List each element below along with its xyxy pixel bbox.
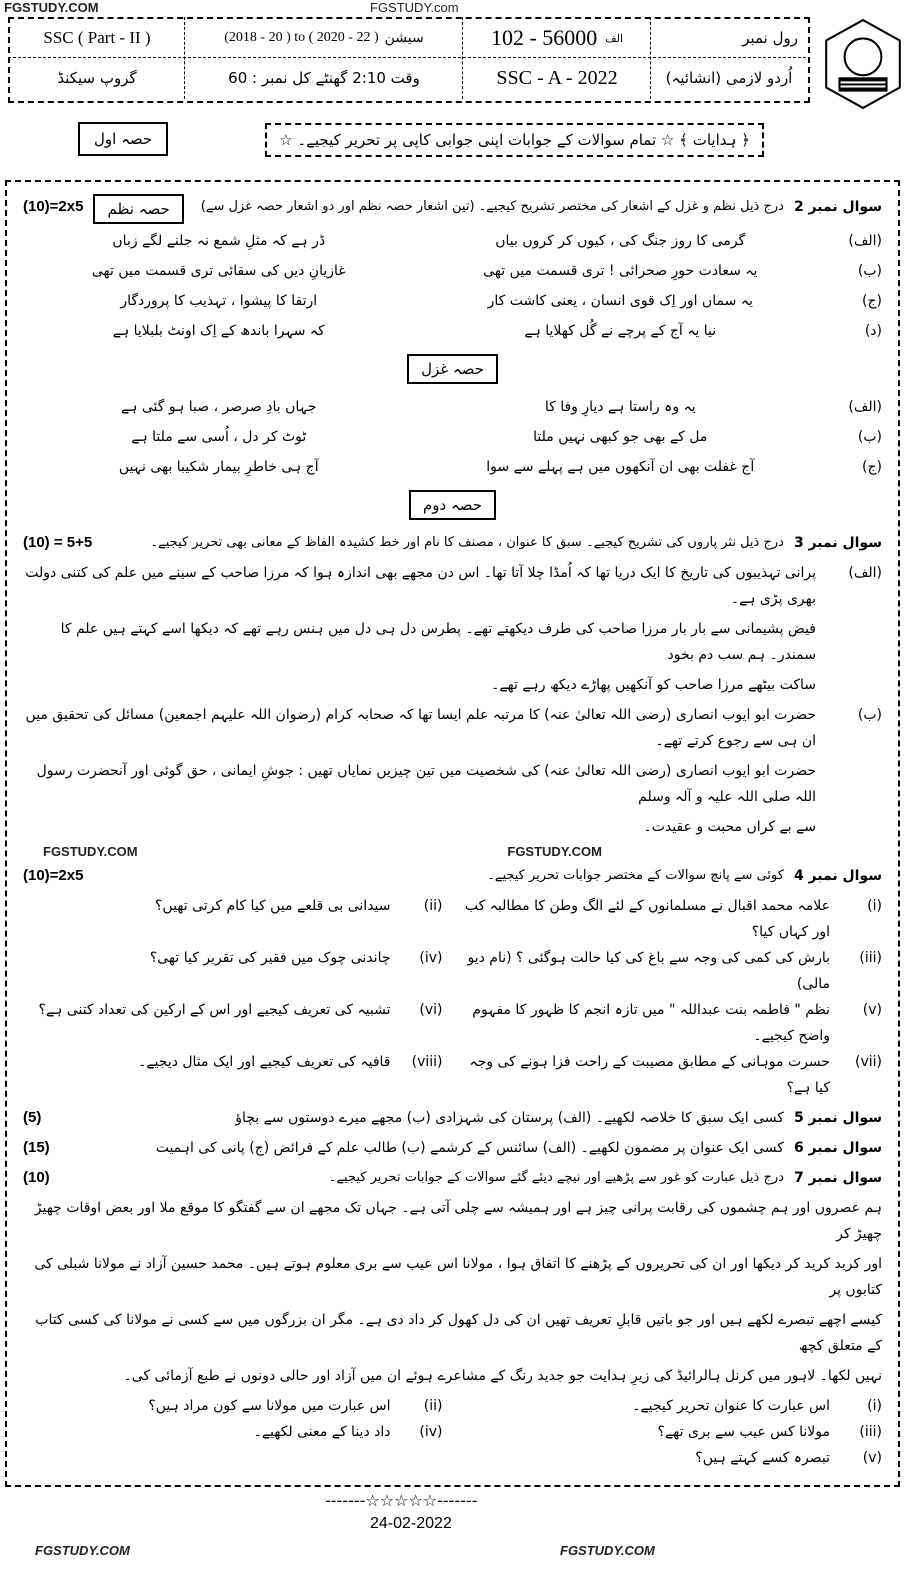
verse: غازیانِ دیں کی سقائی تری قسمت میں تھی [91,263,346,279]
verse: آج غفلت بھی ان آنکھوں میں ہے پہلے سے سوا [486,459,755,475]
watermark: FGSTUDY.COM [4,0,99,15]
passage-line: کیسے اچھے تبصرے لکھے ہیں اور جو باتیں قابلِ تعریف تھیں ان کی دل کھول کر داد دی ہے۔ مگر ان بزرگوں میں سے کسی نے مولانا کی کسی کتاب کے متعلق کچھ [35,1312,882,1354]
session-label: سیشن [384,30,424,46]
item-label: (vii) [854,1054,882,1070]
passage-line: حضرت ابو ایوب انصاری (رضی اللہ تعالیٰ عنہ) کا مرتبہ علم ایسا تھا کہ صحابہ کرام (رضوان اللہ علیہم اجمعین) مسائل کی تحقیق میں ان ہی سے رجوع کرتے تھے۔ [25,707,816,749]
item-label: (i) [867,1398,882,1414]
roll-number-label: رول نمبر [742,29,798,47]
q5-number: سوال نمبر 5 [793,1110,882,1126]
verse: یہ سعادت حورِ صحرائی ! تری قسمت میں تھی [483,263,758,279]
q6-text: کسی ایک عنوان پر مضمون لکھیے۔ (الف) سائنس کے کرشمے (ب) طالب علم کے فرائض (ج) پانی کی اہمیت [155,1140,784,1156]
q3-number: سوال نمبر 3 [793,535,882,551]
watermark: FGSTUDY.COM [560,1543,655,1558]
verse: جہاں بادِ صرصر ، صبا ہو گئی ہے [121,399,317,415]
item-label: (الف) [848,233,882,249]
item-label: (v) [862,1002,882,1018]
questions-frame [5,180,900,1487]
divider [184,17,185,99]
item-label: (iii) [859,950,882,966]
question: حسرت موہانی کے مطابق مصیبت کے راحت فزا ہونے کی وجہ کیا ہے؟ [469,1054,830,1096]
question: مولانا کس عیب سے بری تھے؟ [657,1424,830,1440]
q4-marks: (10)=2x5 [23,867,84,884]
session-value: (2018 - 20 ) to ( 2020 - 22 ) [224,30,379,45]
part2-label: حصہ دوم [409,490,496,520]
question: نظم " فاطمہ بنت عبداللہ " میں تازہ انجم کا ظہور کا مفہوم واضح کیجیے۔ [472,1002,830,1044]
question: علامہ محمد اقبال نے مسلمانوں کے لئے الگ وطن کا مطالبہ کب اور کہاں کیا؟ [464,898,830,940]
footer [0,1487,912,1567]
question: سیدانی بی قلعے میں کیا کام کرتی تھیں؟ [154,898,391,914]
section-ghazal: حصہ غزل [407,354,498,384]
passage-line: پرانی تہذیبوں کی تاریخ کا ایک دریا تھا کہ اُمڈا چلا آتا تھا۔ اس دن مجھے بھی اندازہ ہوا کہ مرزا صاحب کے سینے میں علم کی کتنی دولت بھری پڑی ہے۔ [25,565,816,607]
item-label: (viii) [411,1054,443,1070]
q6-marks: (15) [23,1139,50,1156]
divider [462,17,463,99]
question: تبصرہ کسے کہتے ہیں؟ [695,1450,830,1466]
item-label: (ب) [857,263,882,279]
question: اس عبارت میں مولانا سے کون مراد ہیں؟ [148,1398,391,1414]
q2-marks: (10)=2x5 [23,198,84,215]
verse: یہ وہ راستا ہے دیارِ وفا کا [544,399,696,415]
q5-marks: (5) [23,1109,42,1126]
question: قافیہ کی تعریف کیجیے اور ایک مثال دیجیے۔ [138,1054,391,1070]
verse: یہ سماں اور اِک قوی انسان ، یعنی کاشت کار [487,293,753,309]
verse: گرمی کا روز جنگ کی ، کیوں کر کروں بیاں [495,233,746,249]
question: بارش کی کمی کی وجہ سے باغ کی کیا حالت ہوگئی ؟ (نام دیو مالی) [467,950,830,992]
verse: ڈر ہے کہ مثلِ شمع نہ جلنے لگے زباں [112,233,326,249]
section-nazm: حصہ نظم [93,194,183,224]
q4-text: کوئی سے پانچ سوالات کے مختصر جوابات تحریر کیجیے۔ [487,868,784,883]
q2-text: درج ذیل نظم و غزل کے اشعار کی مختصر تشریح کیجیے۔ (تین اشعار حصہ نظم اور دو اشعار حصہ غزل سے) [200,199,784,214]
board-logo-icon [822,18,904,110]
verse: آج ہی خاطرِ بیمار شکیبا بھی نہیں [118,459,319,475]
passage-line: اور کرید کرید کر دیکھا اور ان کی تحریروں کے پڑھنے کا اتفاق ہوا ، مولانا اس عیب سے بری معلوم ہوتے ہیں۔ محمد حسین آزاد نے مولانا شبلی کی کتابوں پر [34,1256,882,1298]
q7-text: درج ذیل عبارت کو غور سے پڑھیے اور نیچے دیئے گئے سوالات کے جوابات تحریر کیجیے۔ [328,1170,784,1185]
item-label: (الف) [848,399,882,415]
divider [650,17,651,99]
q6-number: سوال نمبر 6 [793,1140,882,1156]
paper-code-label: الف [605,32,624,45]
question: اس عبارت کا عنوان تحریر کیجیے۔ [632,1398,830,1414]
watermark: FGSTUDY.com [370,0,459,15]
passage-line: سے بے کراں محبت و عقیدت۔ [643,819,816,835]
passage-line: ہم عصروں اور ہم چشموں کی رقابت پرانی چیز ہے اور ہمیشہ سے چلی آتی ہے۔ جہاں تک مجھے ان سے گفتگو کا موقع ملا اور بعض اوقات چھیڑ چھیڑ کر [34,1200,882,1242]
passage-line: ساکت بیٹھے مرزا صاحب کو آنکھیں پھاڑے دیکھ رہے تھے۔ [491,677,816,693]
item-label: (v) [862,1450,882,1466]
q4-number: سوال نمبر 4 [793,868,882,884]
item-label: (ج) [862,459,882,475]
item-label: (iv) [419,1424,443,1440]
time-marks: وقت 2:10 گھنٹے کل نمبر : 60 [228,69,420,87]
item-label: (vi) [419,1002,443,1018]
q2-number: سوال نمبر 2 [793,199,882,215]
q7-number: سوال نمبر 7 [793,1170,882,1186]
passage-line: نہیں لکھا۔ لاہور میں کرنل ہالرائیڈ کی زیرِ ہدایت جو جدید رنگ کے مشاعرے ہوئے ان میں آزاد اور حالی دونوں نے طبع آزمائی کی۔ [123,1368,882,1384]
item-label: (ج) [862,293,882,309]
verse: کہ سہرا باندھ کے اِک اونٹ بلبلایا ہے [112,323,325,339]
instructions: ﴿ ہدایات ﴾ ☆ تمام سوالات کے جوابات اپنی جوابی کاپی پر تحریر کیجیے۔ ☆ [265,123,764,157]
item-label: (iv) [419,950,443,966]
q3-text: درج ذیل نثر پاروں کی تشریح کیجیے۔ سبق کا عنوان ، مصنف کا نام اور خط کشیدہ الفاظ کے معانی بھی تحریر کیجیے۔ [150,535,784,550]
watermark: FGSTUDY.COM [43,844,138,859]
question: چاندنی چوک میں فقیر کی تقریر کیا تھی؟ [149,950,391,966]
paper-code: 102 - 56000 [490,25,598,50]
item-label: (ii) [423,898,443,914]
verse: نیا یہ آج کے پرچے نے گُل کھلایا ہے [524,323,717,339]
item-label: (ii) [423,1398,443,1414]
verse: ٹوٹ کر دل ، اُسی سے ملتا ہے [131,429,307,445]
item-label: (i) [867,898,882,914]
subject-label: اُردو لازمی (انشائیہ) [665,69,793,87]
question: تشبیہ کی تعریف کیجیے اور اس کے ارکین کی تعداد کتنی ہے؟ [38,1002,391,1018]
group-label: گروپ سیکنڈ [57,69,137,87]
question: داد دینا کے معنی لکھیے۔ [253,1424,391,1440]
footer-date: 24-02-2022 [370,1515,452,1532]
exam-code: SSC - A - 2022 [496,66,618,89]
item-label: (الف) [848,565,882,581]
verse: ارتقا کا پیشوا ، تہذیب کا پروردگار [120,293,318,309]
passage-line: حضرت ابو ایوب انصاری (رضی اللہ تعالیٰ عنہ) کی شخصیت میں تین چیزیں نمایاں تھیں : جوشِ ایمانی ، حق گوئی اور آنحضرت رسول اللہ صلی اللہ علیہ و آلہ وسلم [36,763,816,805]
item-label: (د) [864,323,882,339]
part1-label: حصہ اول [78,122,168,156]
q7-marks: (10) [23,1169,50,1186]
watermark: FGSTUDY.COM [507,844,602,859]
q5-text: کسی ایک سبق کا خلاصہ لکھیے۔ (الف) پرستان کی شہزادی (ب) مجھے میرے دوستوں سے بچاؤ [235,1110,784,1126]
footer-stars: -------☆☆☆☆☆------- [325,1491,478,1510]
verse: مل کے بھی جو کبھی نہیں ملتا [533,429,708,445]
item-label: (iii) [859,1424,882,1440]
part-label: SSC ( Part - II ) [43,28,151,47]
q3-marks: (10) = 5+5 [23,534,93,551]
watermark: FGSTUDY.COM [35,1543,130,1558]
item-label: (ب) [857,429,882,445]
item-label: (ب) [857,707,882,723]
passage-line: فیض پشیمانی سے بار بار مرزا صاحب کی طرف دیکھتے تھے۔ پطرس دل ہی دل میں ہنس رہے تھے کہ دیکھا اسے کہتے ہیں علم کا سمندر۔ ہم سب دم بخود [60,621,816,663]
